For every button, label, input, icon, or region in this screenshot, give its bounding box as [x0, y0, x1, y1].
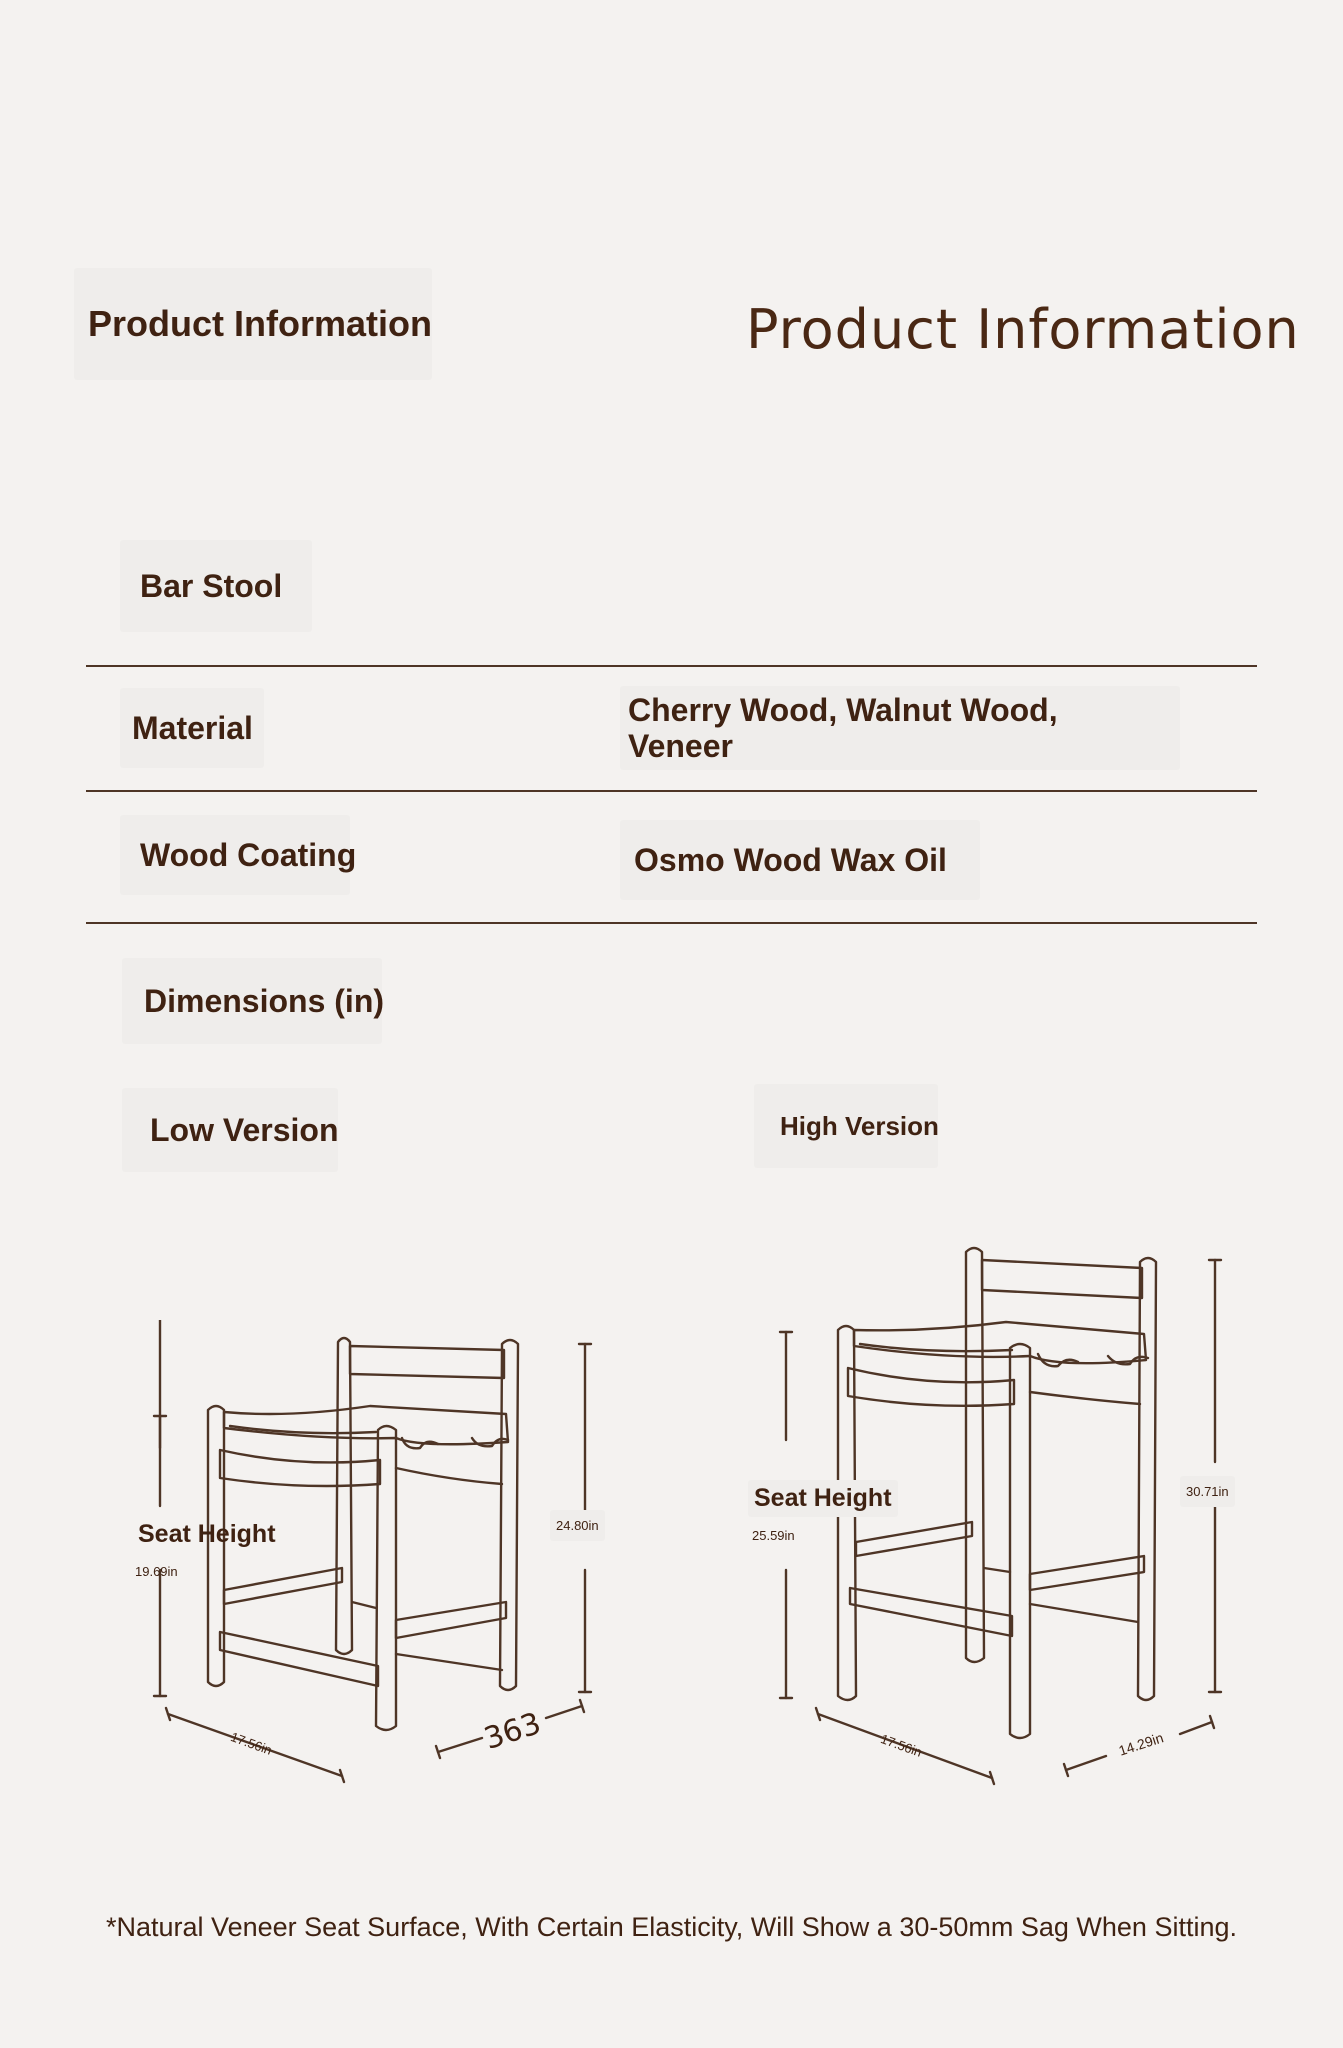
high-version-label-text: High Version [780, 1110, 939, 1141]
low-stretcher-right [396, 1602, 506, 1638]
low-stretcher-side [396, 1654, 502, 1670]
high-stretcher-front [850, 1588, 1012, 1636]
low-width-value: 17.56in [228, 1729, 274, 1758]
high-width-value: 17.56in [878, 1731, 924, 1760]
low-depth-value: 363 [479, 1706, 546, 1757]
low-rear-post-left [336, 1338, 352, 1654]
high-stool-drawing [760, 1240, 1280, 1800]
spec-label-material [120, 688, 264, 768]
low-total-height-value: 24.80in [550, 1510, 605, 1541]
high-rear-post-right [1138, 1258, 1156, 1700]
spec-value-material [620, 686, 1180, 770]
high-stretcher-back [984, 1568, 1010, 1572]
divider-2 [86, 790, 1257, 792]
product-name-text: Bar Stool [140, 567, 283, 604]
low-backrest [350, 1346, 504, 1378]
page-title-left [74, 268, 432, 380]
low-stretcher-back [352, 1602, 376, 1608]
high-apron [848, 1368, 1014, 1406]
low-stool-drawing [120, 1320, 640, 1790]
spec-label-coating [120, 815, 357, 895]
low-version-label [122, 1088, 338, 1172]
high-stretcher-left [856, 1522, 972, 1556]
high-side-rail [1030, 1392, 1140, 1404]
dimensions-heading [122, 958, 385, 1044]
low-seat-height-label: Seat Height [138, 1520, 276, 1548]
low-stretcher-left [224, 1568, 342, 1604]
high-seat [854, 1322, 1146, 1363]
page-title-right: Product Information [746, 298, 1300, 361]
high-rear-post-left [966, 1248, 984, 1662]
low-version-label-text: Low Version [150, 1111, 339, 1148]
page-title-left-text: Product Information [88, 303, 432, 344]
spec-value-coating-text: Osmo Wood Wax Oil [634, 841, 947, 878]
high-version-label [754, 1084, 938, 1168]
low-seat-height-value: 19.69in [135, 1564, 178, 1579]
low-apron [220, 1450, 380, 1486]
divider-1 [86, 665, 1257, 667]
low-stretcher-front [220, 1632, 378, 1686]
high-stretcher-right [1030, 1556, 1144, 1590]
low-side-rail [396, 1468, 502, 1484]
product-name [120, 540, 312, 632]
high-backrest [982, 1260, 1142, 1298]
high-seat-height-label: Seat Height [748, 1480, 898, 1517]
spec-label-material-text: Material [132, 709, 253, 746]
dimensions-heading-text: Dimensions (in) [144, 982, 385, 1019]
spec-value-material-text: Cherry Wood, Walnut Wood, Veneer [628, 692, 1058, 764]
high-depth-value: 14.29in [1116, 1729, 1166, 1759]
footnote: *Natural Veneer Seat Surface, With Certain Elasticity, Will Show a 30-50mm Sag When Sitting. [106, 1912, 1237, 1942]
spec-value-coating [620, 820, 980, 900]
spec-label-coating-text: Wood Coating [140, 836, 357, 873]
high-total-height-value: 30.71in [1180, 1476, 1235, 1507]
high-seat-height-value: 25.59in [752, 1528, 795, 1543]
divider-3 [86, 922, 1257, 924]
low-seat [224, 1406, 508, 1444]
high-stretcher-side [1030, 1604, 1138, 1622]
low-rear-post-right [500, 1340, 518, 1690]
